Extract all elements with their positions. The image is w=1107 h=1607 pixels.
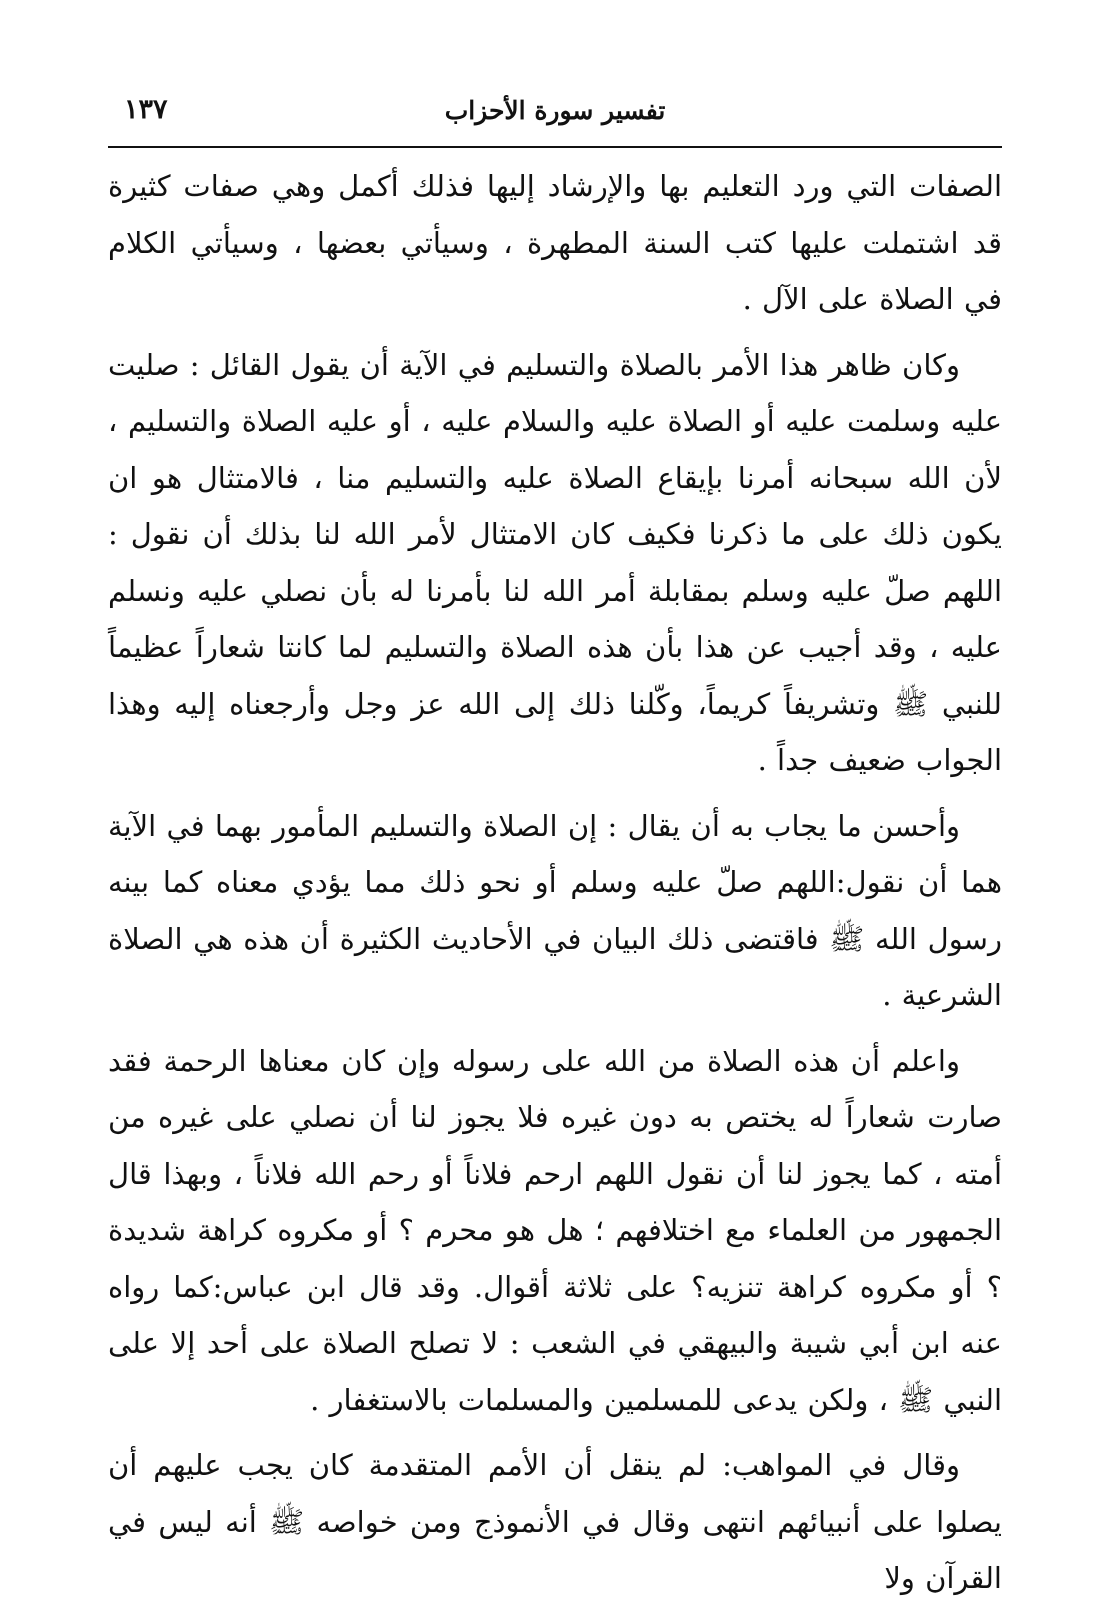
header-divider [108,146,1002,148]
page-title: تفسير سورة الأحزاب [444,96,666,125]
page-body [108,158,1002,1607]
paragraph-5: وقال في المواهب: لم ينقل أن الأمم المتقدمة كان يجب عليهم أن يصلوا على أنبيائهم انتهى وقال في الأنموذج ومن خواصه ﷺ أنه ليس في القرآن ولا [108,1448,1002,1595]
paragraph-3: وأحسن ما يجاب به أن يقال : إن الصلاة والتسليم المأمور بهما في الآية هما أن نقول:اللهم صلّ عليه وسلم أو نحو ذلك مما يؤدي معناه كما بينه رسول الله ﷺ فاقتضى ذلك البيان في الأحاديث الكثيرة أن هذه هي الصلاة الشرعية . [108,808,1002,1012]
page-number: ١٣٧ [124,94,168,125]
paragraph-1: الصفات التي ورد التعليم بها والإرشاد إليها فذلك أكمل وهي صفات كثيرة قد اشتملت عليها كتب السنة المطهرة ، وسيأتي بعضها ، وسيأتي الكلام في الصلاة على الآل . [108,169,1002,316]
paragraph-4: واعلم أن هذه الصلاة من الله على رسوله وإن كان معناها الرحمة فقد صارت شعاراً له يختص به دون غيره فلا يجوز لنا أن نصلي على غيره من أمته ، كما يجوز لنا أن نقول اللهم ارحم فلاناً أو رحم الله فلاناً ، وبهذا قال الجمهور من العلماء مع اختلافهم ؛ هل هو محرم ؟ أو مكروه كراهة شديدة ؟ أو مكروه كراهة تنزيه؟ على ثلاثة أقوال. وقد قال ابن عباس:كما رواه عنه ابن أبي شيبة والبيهقي في الشعب : لا تصلح الصلاة على أحد إلا على النبي ﷺ ، ولكن يدعى للمسلمين والمسلمات بالاستغفار . [108,1043,1002,1417]
paragraph-2: وكان ظاهر هذا الأمر بالصلاة والتسليم في الآية أن يقول القائل : صليت عليه وسلمت عليه أو الصلاة عليه والسلام عليه ، أو عليه الصلاة والتسليم ، لأن الله سبحانه أمرنا بإيقاع الصلاة عليه والتسليم منا ، فالامتثال هو ان يكون ذلك على ما ذكرنا فكيف كان الامتثال لأمر الله لنا بذلك أن نقول : اللهم صلّ عليه وسلم بمقابلة أمر الله لنا بأمرنا له بأن نصلي عليه ونسلم عليه ، وقد أجيب عن هذا بأن هذه الصلاة والتسليم لما كانتا شعاراً عظيماً للنبي ﷺ وتشريفاً كريماً، وكّلنا ذلك إلى الله عز وجل وأرجعناه إليه وهذا الجواب ضعيف جداً . [108,347,1002,777]
page-header [108,88,1002,136]
